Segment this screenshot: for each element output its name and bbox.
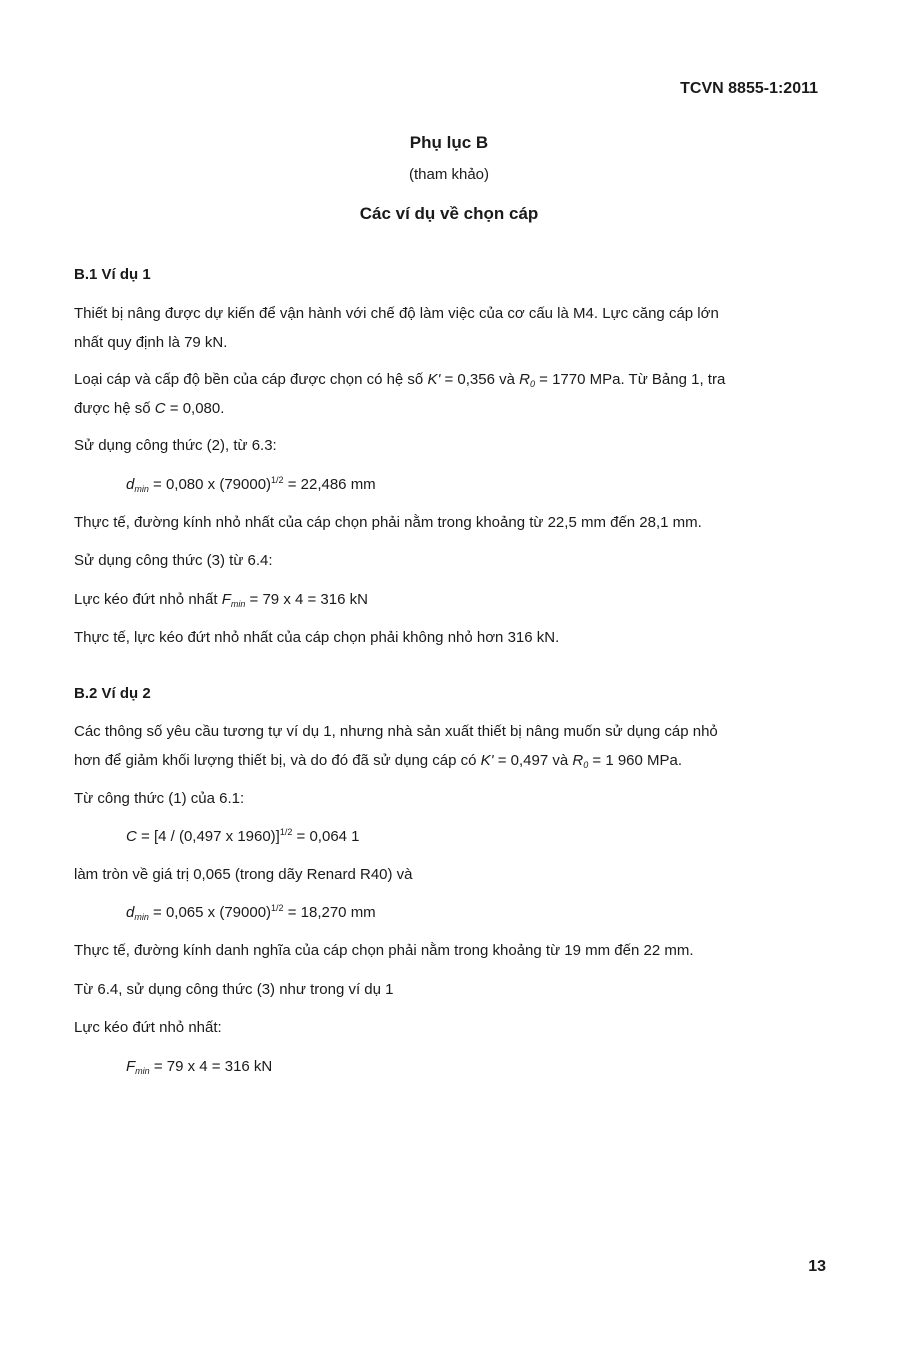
subscript: 0	[529, 379, 535, 389]
subscript: min	[134, 484, 149, 494]
b2-paragraph-1-line-1: Các thông số yêu cầu tương tự ví dụ 1, nhưng nhà sản xuất thiết bị nâng muốn sử dụng cáp nhỏ	[74, 723, 718, 740]
annex-heading: Các ví dụ về chọn cáp	[359, 204, 539, 223]
b2-formula-c	[126, 828, 360, 845]
superscript: 1/2	[271, 903, 284, 913]
superscript: 1/2	[279, 827, 293, 837]
subscript: min	[134, 912, 149, 922]
annex-note: (tham khảo)	[408, 166, 490, 183]
b1-paragraph-2-line-2	[74, 400, 224, 417]
text: = 0,356 và	[440, 371, 520, 388]
symbol-d: d	[126, 476, 135, 493]
subscript: 0	[583, 760, 589, 770]
text: được hệ số	[74, 400, 155, 417]
text: = 0,064 1	[292, 828, 360, 845]
text: = 0,065 x (79000)	[148, 904, 272, 921]
symbol-f: F	[126, 1058, 136, 1075]
b1-paragraph-5: Sử dụng công thức (3) từ 6.4:	[74, 552, 273, 569]
symbol-r: R	[519, 371, 530, 388]
superscript: 1/2	[271, 475, 284, 485]
b1-formula-dmin	[126, 476, 376, 493]
symbol-k-prime: K'	[427, 371, 441, 388]
text: = 79 x 4 = 316 kN	[245, 591, 368, 608]
text: = 79 x 4 = 316 kN	[149, 1058, 273, 1075]
symbol-d: d	[126, 904, 135, 921]
b1-paragraph-2-line-1	[74, 371, 725, 388]
page-number: 13	[808, 1258, 826, 1275]
b2-paragraph-1-line-2	[74, 752, 682, 769]
subscript: min	[230, 599, 246, 609]
text: Lực kéo đứt nhỏ nhất	[74, 591, 222, 608]
b2-paragraph-6: Lực kéo đứt nhỏ nhất:	[74, 1019, 222, 1036]
b2-paragraph-2: Từ công thức (1) của 6.1:	[74, 790, 245, 807]
b1-paragraph-4: Thực tế, đường kính nhỏ nhất của cáp chọn phải nằm trong khoảng từ 22,5 mm đến 28,1 mm.	[74, 514, 702, 531]
b2-paragraph-3: làm tròn về giá trị 0,065 (trong dãy Renard R40) và	[74, 866, 413, 883]
b1-paragraph-6	[74, 591, 368, 608]
section-b1-heading: B.1 Ví dụ 1	[74, 266, 151, 283]
text: = 18,270 mm	[283, 904, 376, 921]
subscript: min	[135, 1066, 150, 1076]
b2-paragraph-4: Thực tế, đường kính danh nghĩa của cáp chọn phải nằm trong khoảng từ 19 mm đến 22 mm.	[74, 942, 694, 959]
text: = [4 / (0,497 x 1960)]	[136, 828, 280, 845]
b2-formula-fmin	[126, 1058, 272, 1075]
b1-paragraph-3: Sử dụng công thức (2), từ 6.3:	[74, 437, 277, 454]
symbol-c: C	[126, 828, 137, 845]
text: = 0,080.	[165, 400, 225, 417]
text: hơn để giảm khối lượng thiết bị, và do đó đã sử dụng cáp có	[74, 752, 481, 769]
symbol-f: F	[221, 591, 231, 608]
text: = 1 960 MPa.	[588, 752, 683, 769]
symbol-r: R	[572, 752, 584, 769]
annex-title: Phụ lục B	[409, 133, 489, 152]
text: = 1770 MPa. Từ Bảng 1, tra	[535, 371, 726, 388]
b2-formula-dmin	[126, 904, 376, 921]
b1-paragraph-1-line-1: Thiết bị nâng được dự kiến để vận hành với chế độ làm việc của cơ cấu là M4. Lực căng cáp lớn	[74, 305, 719, 322]
b1-paragraph-1-line-2: nhất quy định là 79 kN.	[74, 334, 228, 351]
b2-paragraph-5: Từ 6.4, sử dụng công thức (3) như trong ví dụ 1	[74, 981, 394, 998]
symbol-k-prime: K'	[480, 752, 494, 769]
text: = 0,497 và	[493, 752, 573, 769]
symbol-c: C	[154, 400, 166, 417]
text: = 0,080 x (79000)	[148, 476, 272, 493]
standard-code: TCVN 8855-1:2011	[680, 80, 818, 97]
text: = 22,486 mm	[283, 476, 376, 493]
b1-paragraph-7: Thực tế, lực kéo đứt nhỏ nhất của cáp chọn phải không nhỏ hơn 316 kN.	[74, 629, 560, 646]
section-b2-heading: B.2 Ví dụ 2	[74, 685, 151, 702]
text: Loại cáp và cấp độ bền của cáp được chọn có hệ số	[74, 371, 428, 388]
